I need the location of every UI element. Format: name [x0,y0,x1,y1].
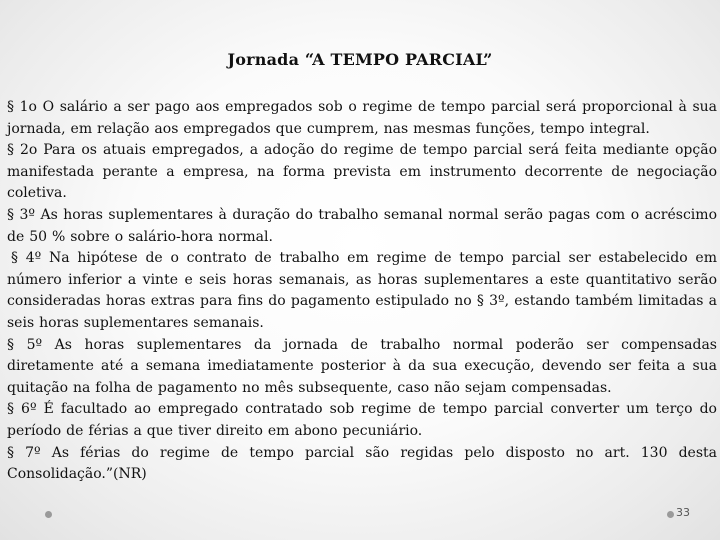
footer-bullet-left-icon [45,511,52,518]
paragraph-5: § 5º As horas suplementares da jornada de trabalho normal poderão ser compensadas diretamente até a semana imediatamente posterior à da sua execução, devendo ser feita a sua quitação na folha de pagamento no mês subsequente, caso não sejam compensadas. [7,336,717,396]
paragraph-3: § 3º As horas suplementares à duração do trabalho semanal normal serão pagas com o acréscimo de 50 % sobre o salário-hora normal. [7,206,717,245]
footer-bullet-right-icon [667,511,674,518]
paragraph-2: § 2o Para os atuais empregados, a adoção do regime de tempo parcial será feita mediante opção manifestada perante a empresa, na forma prevista em instrumento decorrente de negociação coletiva. [7,142,717,202]
slide-title: Jornada “A TEMPO PARCIAL” [227,50,493,69]
paragraph-4: § 4º Na hipótese de o contrato de trabalho em regime de tempo parcial ser estabelecido em número inferior a vinte e seis horas semanais, as horas suplementares a este quantitativo serão consideradas horas extras para fins do pagamento estipulado no § 3º, estando também limitadas a seis horas suplementares semanais. [7,250,717,331]
paragraph-1: § 1o O salário a ser pago aos empregados sob o regime de tempo parcial será proporcional à sua jornada, em relação aos empregados que cumprem, nas mesmas funções, tempo integral. [7,99,717,137]
page-number: 33 [676,506,690,519]
paragraph-7: § 7º As férias do regime de tempo parcial são regidas pelo disposto no art. 130 desta Consolidação.”(NR) [7,444,717,483]
paragraph-6: § 6º É facultado ao empregado contratado sob regime de tempo parcial converter um terço do período de férias a que tiver direito em abono pecuniário. [7,401,717,439]
slide-body [7,97,717,486]
